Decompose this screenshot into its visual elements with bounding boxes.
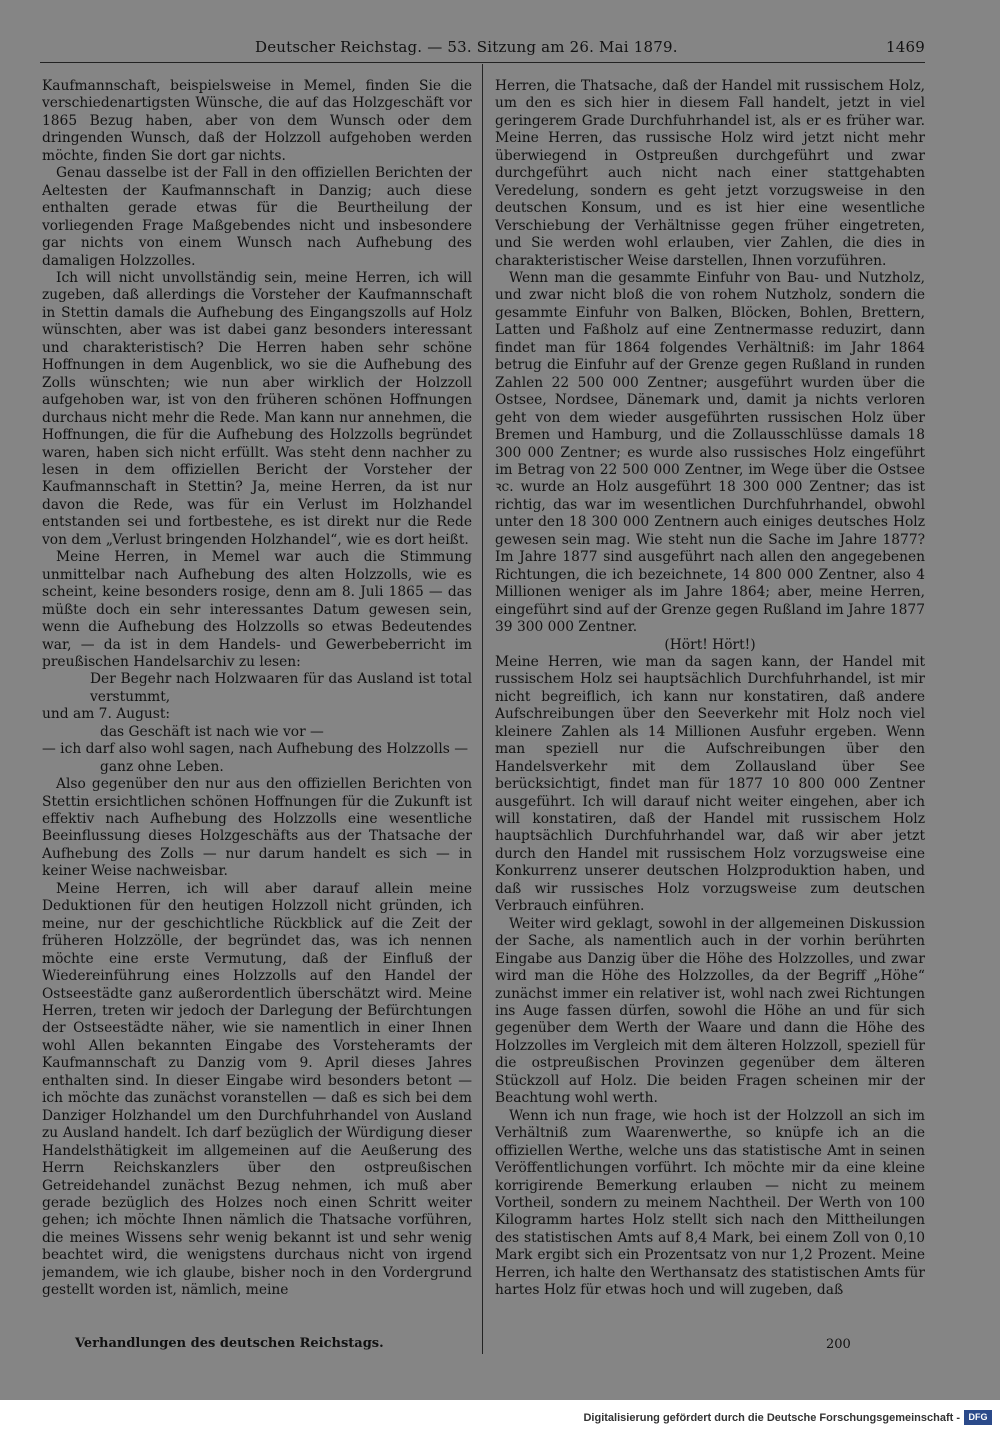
quotation: das Geschäft ist nach wie vor — xyxy=(100,723,324,740)
digitization-credit xyxy=(0,1410,1000,1430)
paragraph: Weiter wird geklagt, sowohl in der allgemeinen Diskussion der Sache, als namentlich auch in der vorhin berührten Eingabe aus Danzig über die Höhe des Holzzolles, und zwar wird man die Höhe des Holzzolles, da der Begriff „Höhe“ zunächst immer ein relativer ist, wohl nach zwei Richtungen ins Auge fassen dürfen, sowohl die Höhe an und für sich gegenüber dem Werth der Waare und dann die Höhe des Holzzolles im Vergleich mit dem älteren Holzzoll, speziell für die ostpreußischen Provinzen gegenüber dem älteren Stückzoll auf Holz. Die beiden Fragen scheinen mir der Beachtung wohl werth. xyxy=(495,915,925,1107)
column-divider xyxy=(482,64,483,1354)
paragraph: und am 7. August: xyxy=(42,706,171,723)
paragraph: Ich will nicht unvollständig sein, meine Herren, ich will zugeben, daß allerdings die Vorsteher der Kaufmannschaft in Stettin damals die Aufhebung des Eingangszolls auf Holz wünschten, aber was ist dabei ganz besonders interessant und charakteristisch? Die Herren haben sehr schöne Hoffnungen in dem Augenblick, wo sie die Aufhebung des Zolls wünschten; wie nun aber wirklich der Holzzoll aufgehoben war, ist von den früheren schönen Hoffnungen durchaus nicht mehr die Rede. Man kann nur annehmen, die Hoffnungen, die für die Aufhebung des Holzzolls begründet waren, haben sich nicht erfüllt. Was steht denn nachher zu lesen in dem offiziellen Bericht der Vorsteher der Kaufmannschaft in Stettin? Ja, meine Herren, da ist nur davon die Rede, was für ein Verlust im Holzhandel entstanden sei und fortbestehe, es ist direkt nur die Rede von dem „Verlust bringenden Holzhandel“, wie es dort heißt. xyxy=(42,269,472,548)
header-rule xyxy=(40,62,925,63)
dfg-logo-icon: DFG xyxy=(964,1410,992,1425)
header-title: Deutscher Reichstag. — 53. Sitzung am 26. Mai 1879. xyxy=(255,38,678,56)
paragraph: Genau dasselbe ist der Fall in den offiziellen Berichten der Aeltesten der Kaufmannschaft in Danzig; auch diese enthalten gerade etwas für die Beurtheilung der vorliegenden Frage Maßgebendes nicht und insbesondere gar nichts von einem Wunsch nach Aufhebung des damaligen Holzzolles. xyxy=(42,165,472,269)
quotation: ganz ohne Leben. xyxy=(100,758,224,775)
paragraph: Wenn ich nun frage, wie hoch ist der Holzzoll an sich im Verhältniß zum Waarenwerthe, so knüpfe ich an die offiziellen Werthe, welche uns das statistische Amt in seinen Veröffentlichungen vorführt. Ich möchte mir da eine kleine korrigirende Bemerkung erlauben — nicht zu meinem Vortheil, sondern zu meinem Nachtheil. Der Werth von 100 Kilogramm hartes Holz stellt sich nach den Mittheilungen des statistischen Amts auf 8,4 Mark, bei einem Zoll von 0,10 Mark ergibt sich ein Prozentsatz von nur 1,2 Prozent. Meine Herren, ich halte den Werthansatz des statistischen Amts für hartes Holz für etwas hoch und will zugeben, daß xyxy=(495,1107,925,1299)
page-number: 1469 xyxy=(886,38,925,56)
footer-signature: Verhandlungen des deutschen Reichstags. xyxy=(75,1336,384,1351)
paragraph: Meine Herren, ich will aber darauf allein meine Deduktionen für den heutigen Holzzoll nicht gründen, ich meine, nur der geschichtliche Rückblick auf die Zeit der früheren Holzzölle, der begründet das, was ich nennen möchte eine erste Vermutung, daß der Einfluß der Wiedereinführung eines Holzzolls auf den Handel der Ostseestädte ganz außerordentlich überschätzt wird. Meine Herren, treten wir jedoch der Darlegung der Befürchtungen der Ostseestädte näher, wie sie namentlich in einer Ihnen wohl Allen bekannten Eingabe des Vorsteheramts der Kaufmannschaft zu Danzig vom 9. April dieses Jahres enthalten sind. In dieser Eingabe wird besonders betont — ich möchte das zunächst voranstellen — daß es sich bei dem Danziger Holzhandel um den Durchfuhrhandel von Ausland zu Ausland handelt. Ich darf bezüglich der Würdigung dieser Handelsthätigkeit im allgemeinen auf die Aeußerung des Herrn Reichskanzlers über den ostpreußischen Getreidehandel zunächst Bezug nehmen, ich muß aber gerade bezüglich des Holzes noch einen Schritt weiter gehen; ich möchte Ihnen nämlich die Thatsache vorführen, die meines Wissens sehr wenig bekannt ist und sehr wenig beachtet wird, die wenigstens durchaus nicht von irgend jemandem, wie ich glaube, bisher noch in den Vordergrund gestellt worden ist, nämlich, meine xyxy=(42,880,472,1299)
paragraph: Kaufmannschaft, beispielsweise in Memel, finden Sie die verschiedenartigsten Wünsche, die auf das Holzgeschäft vor 1865 Bezug haben, aber von dem Wunsch oder dem dringenden Wunsch, daß der Holzzoll aufgehoben werden möchte, finden Sie dort gar nichts. xyxy=(42,78,472,164)
footer-sheet-number: 200 xyxy=(826,1337,851,1352)
paragraph: Herren, die Thatsache, daß der Handel mit russischem Holz, um den es sich hier in diesem Fall handelt, jetzt in viel geringerem Grade Durchfuhrhandel ist, als er es früher war. Meine Herren, das russische Holz wird jetzt nicht mehr überwiegend in Ostpreußen durchgeführt und zwar durchgeführt auch nicht nach einer stattgehabten Veredelung, sondern es geht jetzt vorzugsweise in den deutschen Konsum, und es ist hier eine wesentliche Verschiebung der Verhältnisse gegen früher eingetreten, und Sie werden wohl erlauben, vier Zahlen, die dies in charakteristischer Weise darstellen, Ihnen vorzuführen. xyxy=(495,78,925,269)
paragraph: Wenn man die gesammte Einfuhr von Bau- und Nutzholz, und zwar nicht bloß die von rohem Nutzholz, sondern die gesammte Einfuhr von Balken, Blöcken, Bohlen, Brettern, Latten und Faßholz auf eine Zentnermasse reduzirt, dann findet man für 1864 folgendes Verhältniß: im Jahr 1864 betrug die Einfuhr auf der Grenze gegen Rußland in runden Zahlen 22 500 000 Zentner; ausgeführt wurden über die Ostsee, Nordsee, Dänemark und, damit ja nichts verloren geht von dem wieder ausgeführten russischen Holz über Bremen und Hamburg, und die Zollausschlüsse damals 18 300 000 Zentner; es wurde also russisches Holz eingeführt im Betrag von 22 500 000 Zentner, im Wege über die Ostsee ꝛc. wurde an Holz ausgeführt 18 300 000 Zentner; das ist richtig, das war im wesentlichen Durchfuhrhandel, obwohl unter den 18 300 000 Zentnern auch einiges deutsches Holz gewesen sein mag. Wie steht nun die Sache im Jahre 1877? Im Jahre 1877 sind ausgeführt nach allen den angegebenen Richtungen, die ich bezeichnete, 14 800 000 Zentner, also 4 Millionen weniger als im Jahre 1864; aber, meine Herren, eingeführt sind auf der Grenze gegen Rußland im Jahre 1877 39 300 000 Zentner. xyxy=(495,269,925,636)
interjection: (Hört! Hört!) xyxy=(664,636,756,653)
credit-text: Digitalisierung gefördert durch die Deutsche Forschungsgemeinschaft - xyxy=(583,1412,960,1424)
quotation: Der Begehr nach Holzwaaren für das Ausland ist total verstummt, xyxy=(90,671,472,705)
paragraph: Meine Herren, wie man da sagen kann, der Handel mit russischem Holz sei hauptsächlich Durchfuhrhandel, ist mir nicht begreiflich, ich kann nur konstatiren, daß andere Aufschreibungen über den Seeverkehr mit Holz noch viel kleinere Zahlen als 14 Millionen Ausfuhr ergeben. Wenn man speziell nur die Aufschreibungen über den Handelsverkehr mit dem Zollausland über See berücksichtigt, findet man für 1877 10 800 000 Zentner ausgeführt. Ich will darauf nicht weiter eingehen, aber ich will konstatiren, daß der Handel mit russischem Holz hauptsächlich Durchfuhrhandel war, daß wir aber jetzt durch den Handel mit russischem Holz vorzugsweise eine Konkurrenz unserer deutschen Holzproduktion haben, und daß wir russisches Holz vorzugsweise zum deutschen Verbrauch einführen. xyxy=(495,653,925,915)
paragraph: Also gegenüber den nur aus den offiziellen Berichten von Stettin ersichtlichen schönen Hoffnungen für die Zukunft ist effektiv nach Aufhebung des Holzzolls eine wesentliche Beeinflussung dieses Holzgeschäfts aus der Thatsache der Aufhebung des Zolls — nur darum handelt es sich — in keiner Weise nachweisbar. xyxy=(42,776,472,880)
left-column xyxy=(42,78,472,1340)
right-column xyxy=(495,78,925,1340)
paragraph: — ich darf also wohl sagen, nach Aufhebung des Holzzolls — xyxy=(42,741,468,758)
paragraph: Meine Herren, in Memel war auch die Stimmung unmittelbar nach Aufhebung des alten Holzzolls, wie es scheint, keine besonders rosige, denn am 8. Juli 1865 — das müßte doch ein sehr interessantes Datum gewesen sein, wenn die Aufhebung des Holzzolls so etwas Bedeutendes war, — da ist in dem Handels- und Gewerbeberricht im preußischen Handelsarchiv zu lesen: xyxy=(42,549,472,670)
running-header xyxy=(255,38,925,58)
